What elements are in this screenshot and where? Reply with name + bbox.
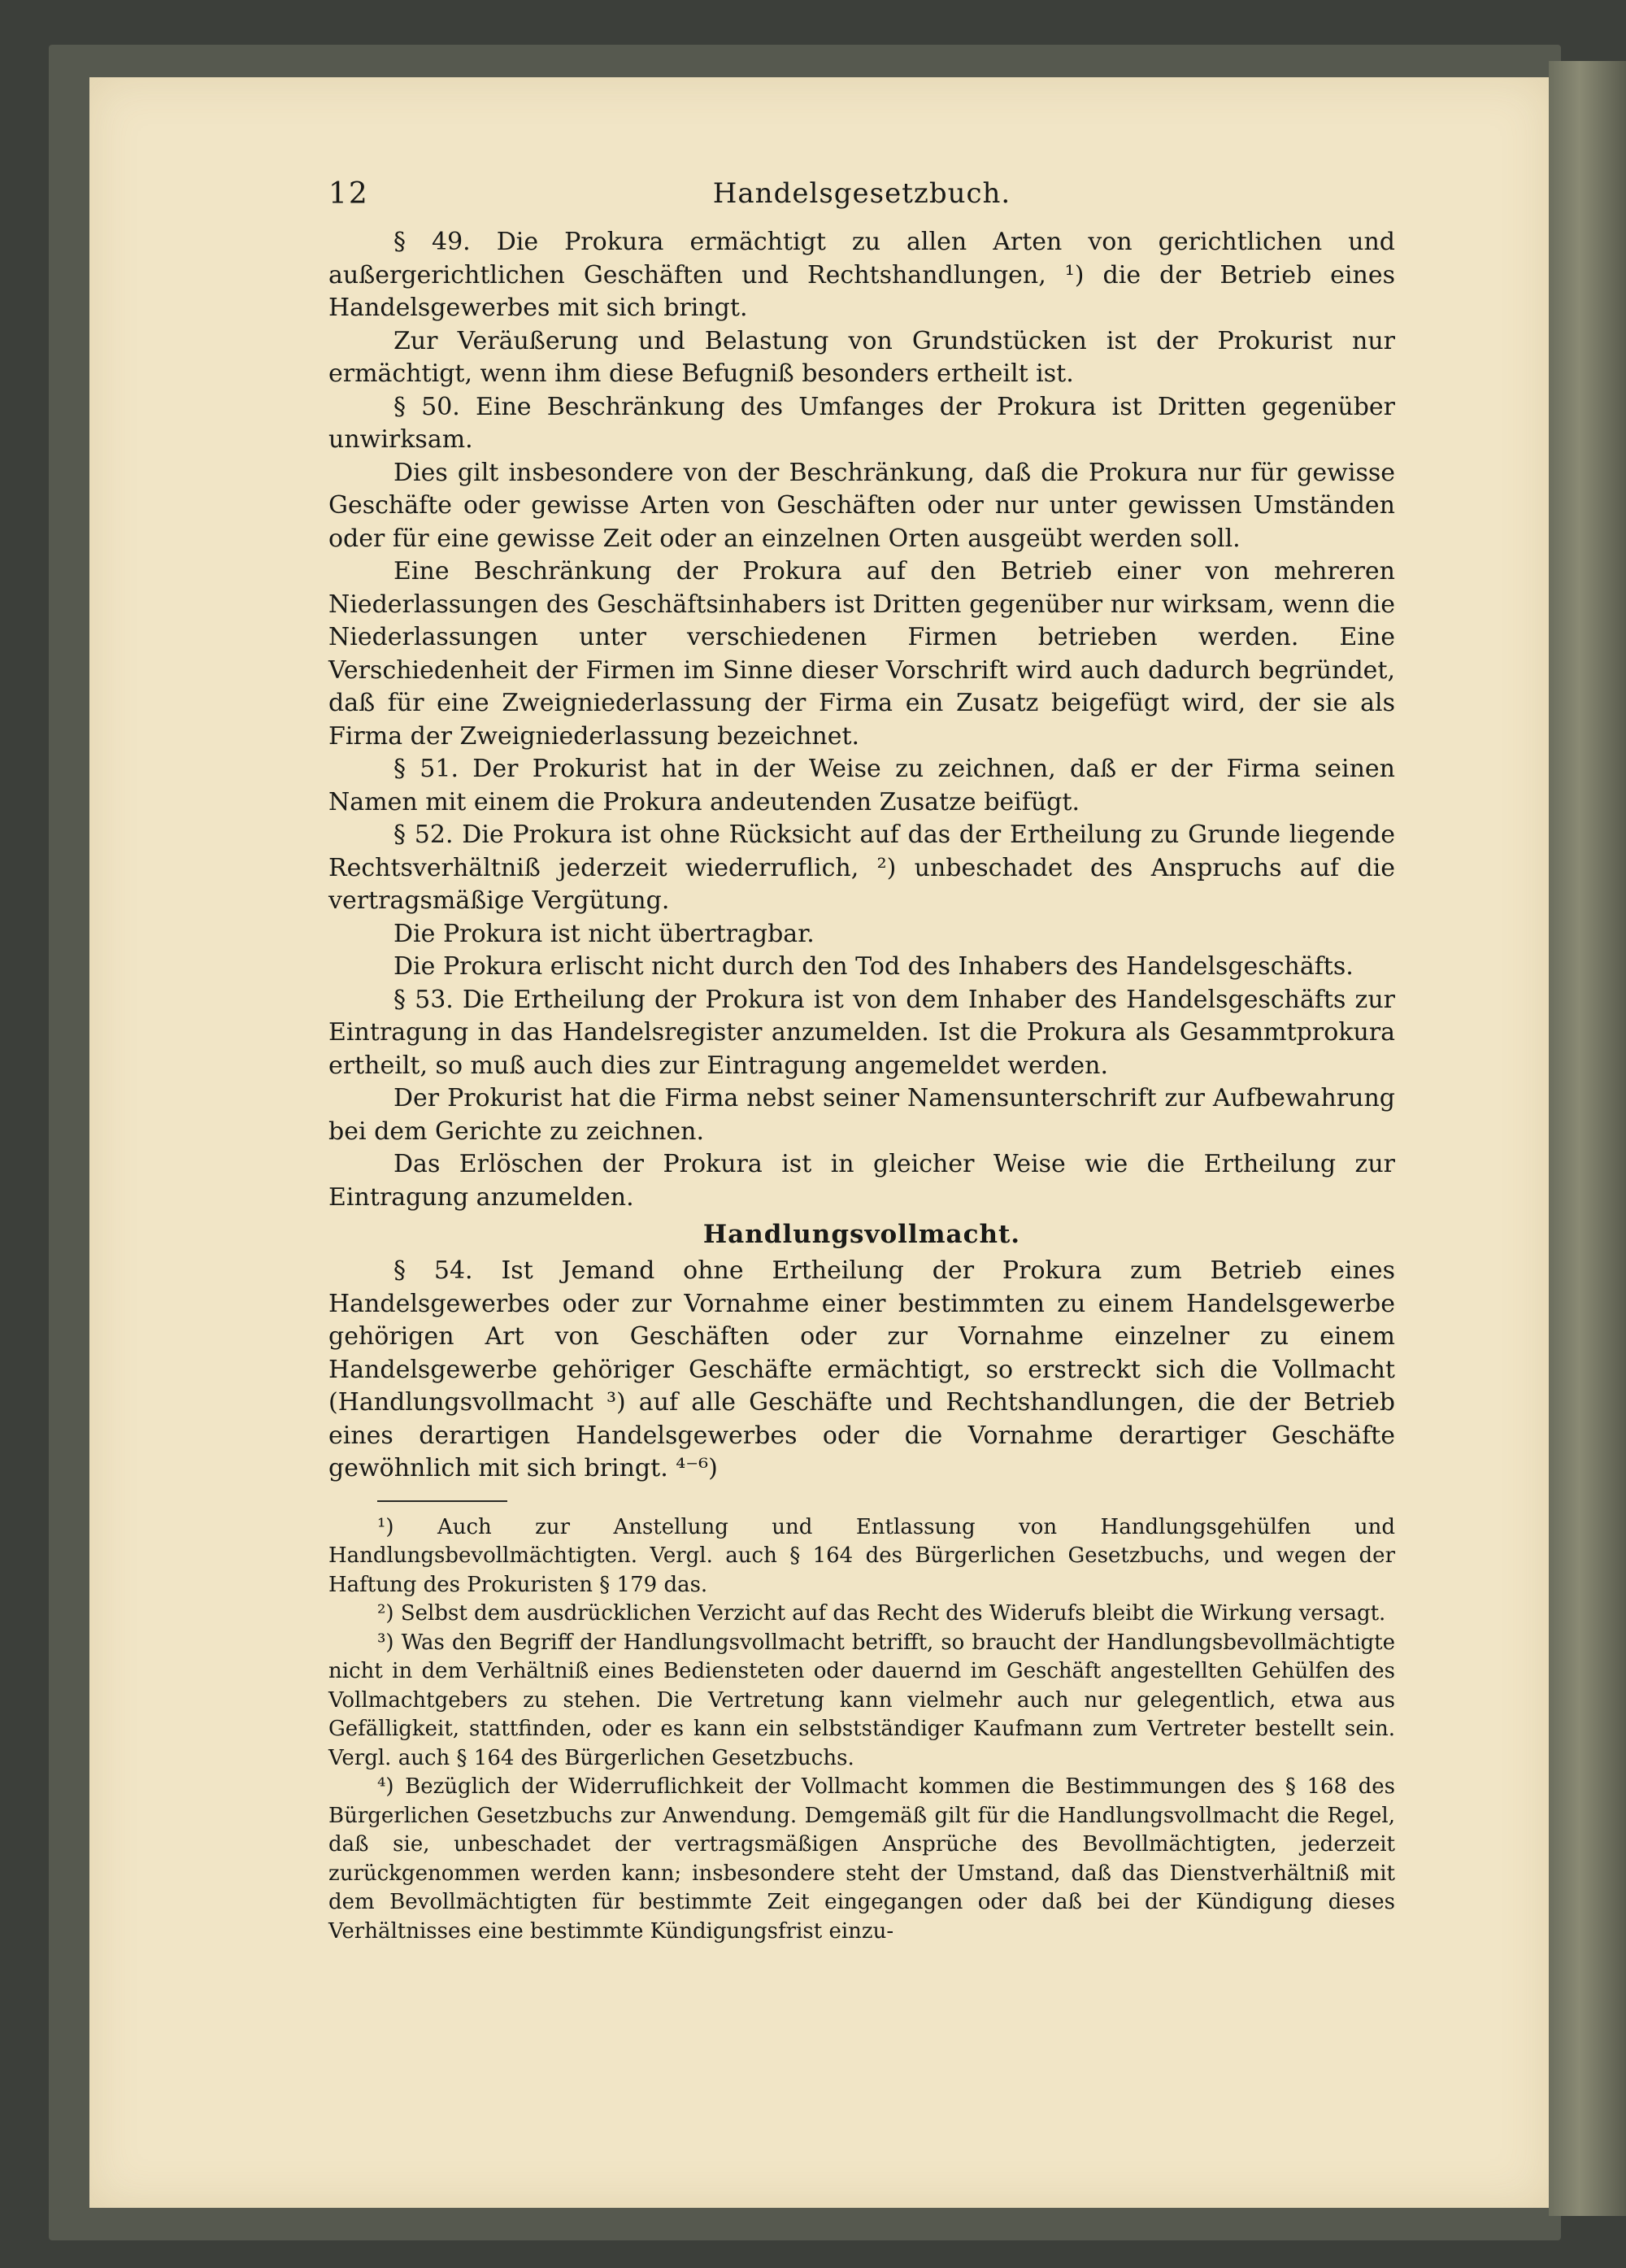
paragraph: Der Prokurist hat die Firma nebst seiner Namensunterschrift zur Aufbewahrung bei dem Gerichte zu zeichnen. xyxy=(328,1084,1395,1146)
paragraph: § 54. Ist Jemand ohne Ertheilung der Prokura zum Betrieb eines Handelsgewerbes oder zur Vornahme einer bestimmten zu einem Handelsgewerbe gehörigen Art von Geschäften oder zur Vornahme einzelner zu einem Handelsgewerbe gehöriger Geschäfte ermächtigt, so erstreckt sich die Vollmacht (Handlungsvollmacht ³) auf alle Geschäfte und Rechtshandlungen, die der Betrieb eines derartigen Handelsgewerbes oder die Vornahme derartiger Geschäfte gewöhnlich mit sich bringt. ⁴⁻⁶) xyxy=(328,1256,1395,1482)
section-heading: Handlungsvollmacht. xyxy=(702,1220,1021,1249)
paragraph: Zur Veräußerung und Belastung von Grundstücken ist der Prokurist nur ermächtigt, wenn ihm diese Befugniß besonders ertheilt ist. xyxy=(328,326,1395,388)
footnote: ²) Selbst dem ausdrücklichen Verzicht auf das Recht des Widerufs bleibt die Wirkung versagt. xyxy=(377,1601,1386,1626)
footnote: ⁴) Bezüglich der Widerruflichkeit der Vollmacht kommen die Bestimmungen des § 168 des Bürgerlichen Gesetzbuchs zur Anwendung. Demgemäß gilt für die Handlungsvollmacht die Regel, daß sie, unbeschadet der vertragsmäßigen Ansprüche des Bevollmächtigten, jederzeit zurückgenommen werden kann; insbesondere steht der Umstand, daß das Dienstverhältniß mit dem Bevollmächtigten für bestimmte Zeit eingegangen oder daß bei der Kündigung dieses Verhältnisses eine bestimmte Kündigungsfrist einzu- xyxy=(328,1774,1395,1944)
running-title: Handelsgesetzbuch. xyxy=(712,177,1011,210)
running-head xyxy=(328,177,1395,226)
paragraph: Die Prokura ist nicht übertragbar. xyxy=(393,919,815,948)
paragraph: § 53. Die Ertheilung der Prokura ist von dem Inhaber des Handelsgeschäfts zur Eintragung in das Handelsregister anzumelden. Ist die Prokura als Gesammtprokura ertheilt, so muß auch dies zur Eintragung angemeldet werden. xyxy=(328,985,1395,1080)
footnote: ¹) Auch zur Anstellung und Entlassung von Handlungsgehülfen und Handlungsbevollmächtigten. Vergl. auch § 164 des Bürgerlichen Gesetzbuchs, und wegen der Haftung des Prokuristen § 179 das. xyxy=(328,1514,1395,1597)
paragraph: Dies gilt insbesondere von der Beschränkung, daß die Prokura nur für gewisse Geschäfte oder gewisse Arten von Geschäften oder nur unter gewissen Umständen oder für eine gewisse Zeit oder an einzelnen Orten ausgeübt werden soll. xyxy=(328,458,1395,553)
page-content xyxy=(328,177,1395,1946)
paragraph: § 49. Die Prokura ermächtigt zu allen Arten von gerichtlichen und außergerichtlichen Geschäften und Rechtshandlungen, ¹) die der Betrieb eines Handelsgewerbes mit sich bringt. xyxy=(328,228,1395,322)
page-number: 12 xyxy=(328,177,369,211)
book-spine xyxy=(1549,61,1626,2216)
paragraph: Das Erlöschen der Prokura ist in gleicher Weise wie die Ertheilung zur Eintragung anzumelden. xyxy=(328,1150,1395,1212)
paragraph: Die Prokura erlischt nicht durch den Tod des Inhabers des Handelsgeschäfts. xyxy=(393,952,1354,981)
footnote: ³) Was den Begriff der Handlungsvollmacht betrifft, so braucht der Handlungsbevollmächtigte nicht in dem Verhältniß eines Bediensteten oder dauernd im Geschäft angestellten Gehülfen des Vollmachtgebers zu stehen. Die Vertretung kann vielmehr auch nur gelegentlich, etwa aus Gefälligkeit, stattfinden, oder es kann ein selbstständiger Kaufmann zum Vertreter bestellt sein. Vergl. auch § 164 des Bürgerlichen Gesetzbuchs. xyxy=(328,1630,1395,1770)
body-text xyxy=(328,226,1395,1486)
footnote-separator xyxy=(377,1500,507,1502)
paragraph: § 50. Eine Beschränkung des Umfanges der Prokura ist Dritten gegenüber unwirksam. xyxy=(328,392,1395,454)
paragraph: § 52. Die Prokura ist ohne Rücksicht auf das der Ertheilung zu Grunde liegende Rechtsverhältniß jederzeit wiederruflich, ²) unbeschadet des Anspruchs auf die vertragsmäßige Vergütung. xyxy=(328,821,1395,915)
footnotes xyxy=(328,1513,1395,1947)
paragraph: § 51. Der Prokurist hat in der Weise zu zeichnen, daß er der Firma seinen Namen mit einem die Prokura andeutenden Zusatze beifügt. xyxy=(328,755,1395,816)
paragraph: Eine Beschränkung der Prokura auf den Betrieb einer von mehreren Niederlassungen des Geschäftsinhabers ist Dritten gegenüber nur wirksam, wenn die Niederlassungen unter verschiedenen Firmen betrieben werden. Eine Verschiedenheit der Firmen im Sinne dieser Vorschrift wird auch dadurch begründet, daß für eine Zweigniederlassung der Firma ein Zusatz beigefügt wird, der sie als Firma der Zweigniederlassung bezeichnet. xyxy=(328,557,1395,751)
